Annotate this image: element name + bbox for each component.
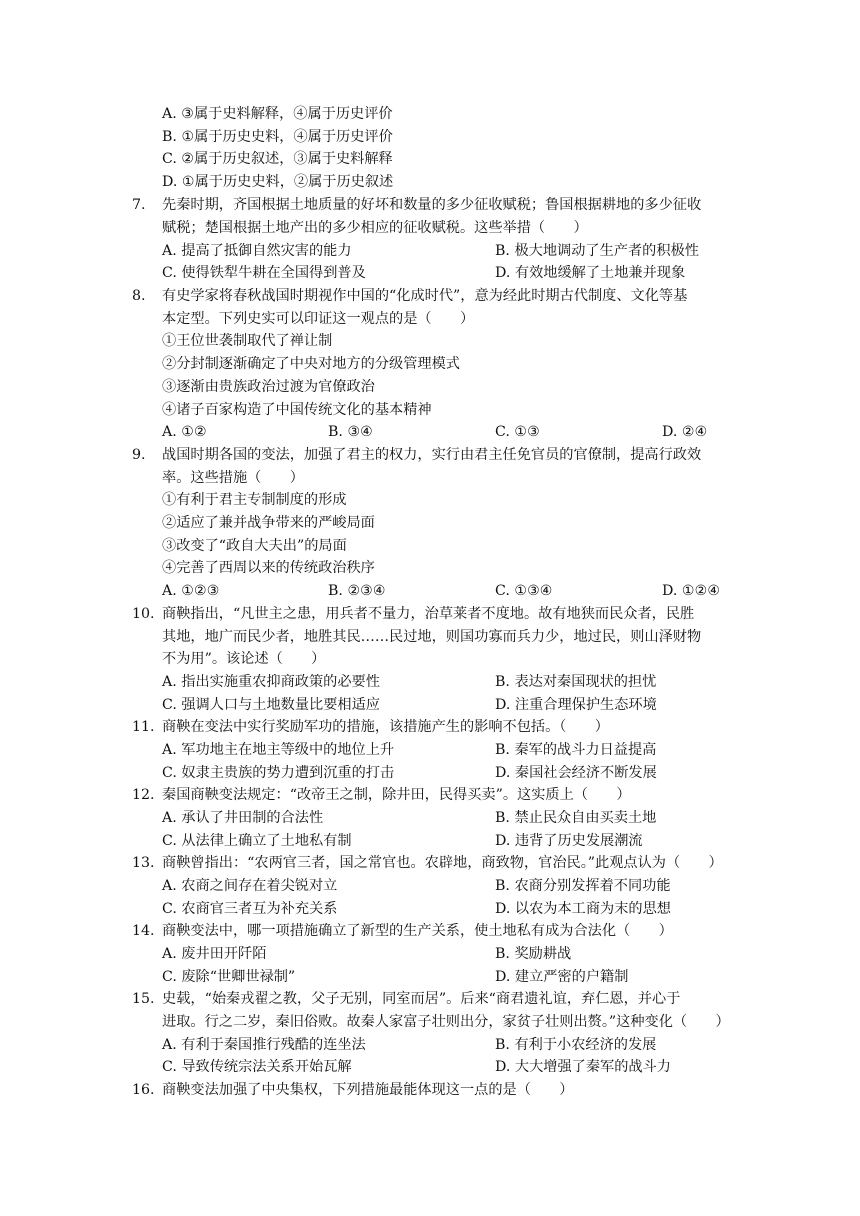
q6-option-b: B. ①属于历史史料，④属于历史评价 bbox=[162, 129, 393, 145]
q12-option-d: D. 违背了历史发展潮流 bbox=[495, 833, 643, 849]
q8-item-4: ④诸子百家构造了中国传统文化的基本精神 bbox=[162, 402, 432, 418]
q9-option-a: A. ①②③ bbox=[162, 583, 220, 599]
q13-option-c: C. 农商官三者互为补充关系 bbox=[162, 901, 338, 917]
q15-option-a: A. 有利于秦国推行残酷的连坐法 bbox=[162, 1037, 366, 1053]
q15-stem-line2: 进取。行之二岁，秦旧俗败。故秦人家富子壮则出分，家贫子壮则出赘。”这种变化（ ） bbox=[162, 1014, 730, 1030]
q8-stem-line2: 本定型。下列史实可以印证这一观点的是（ ） bbox=[162, 311, 475, 327]
q7-number: 7. bbox=[132, 197, 146, 213]
q13-option-d: D. 以农为本工商为末的思想 bbox=[495, 901, 671, 917]
q8-item-3: ③逐渐由贵族政治过渡为官僚政治 bbox=[162, 379, 375, 395]
q11-option-a: A. 军功地主在地主等级中的地位上升 bbox=[162, 742, 395, 758]
q10-stem-line1: 商鞅指出，“凡世主之患，用兵者不量力，治草莱者不度地。故有地狭而民众者，民胜 bbox=[162, 606, 695, 622]
q9-stem-line2: 率。这些措施（ ） bbox=[162, 470, 304, 486]
q7-option-b: B. 极大地调动了生产者的积极性 bbox=[495, 243, 699, 259]
q10-option-d: D. 注重合理保护生态环境 bbox=[495, 697, 657, 713]
q14-option-a: A. 废井田开阡陌 bbox=[162, 946, 267, 962]
q16-number: 16. bbox=[132, 1082, 155, 1098]
q6-option-d: D. ①属于历史史料，②属于历史叙述 bbox=[162, 174, 394, 190]
q11-option-b: B. 秦军的战斗力日益提高 bbox=[495, 742, 657, 758]
q8-option-d: D. ②④ bbox=[662, 424, 708, 440]
q14-number: 14. bbox=[132, 923, 155, 939]
q14-stem: 商鞅变法中，哪一项措施确立了新型的生产关系，使土地私有成为合法化（ ） bbox=[162, 923, 673, 939]
q15-stem-line1: 史载，“始秦戎翟之教，父子无别，同室而居”。后来“商君遗礼谊，弃仁恩，并心于 bbox=[162, 991, 681, 1007]
q9-item-4: ④完善了西周以来的传统政治秩序 bbox=[162, 560, 375, 576]
q10-number: 10. bbox=[132, 606, 155, 622]
q12-stem: 秦国商鞅变法规定：“改帝王之制，除井田，民得买卖”。这实质上（ ） bbox=[162, 787, 631, 803]
q15-option-b: B. 有利于小农经济的发展 bbox=[495, 1037, 657, 1053]
q12-number: 12. bbox=[132, 787, 155, 803]
q13-stem: 商鞅曾指出：“农两官三者，国之常官也。农辟地，商致物，官治民。”此观点认为（ ） bbox=[162, 855, 723, 871]
q16-stem: 商鞅变法加强了中央集权，下列措施最能体现这一点的是（ ） bbox=[162, 1082, 574, 1098]
q7-stem-line1: 先秦时期，齐国根据土地质量的好坏和数量的多少征收赋税；鲁国根据耕地的多少征收 bbox=[162, 197, 702, 213]
q12-option-b: B. 禁止民众自由买卖土地 bbox=[495, 810, 657, 826]
q8-number: 8. bbox=[132, 288, 146, 304]
q9-item-2: ②适应了兼并战争带来的严峻局面 bbox=[162, 515, 375, 531]
q11-number: 11. bbox=[132, 719, 155, 735]
q7-option-a: A. 提高了抵御自然灾害的能力 bbox=[162, 243, 352, 259]
q10-option-b: B. 表达对秦国现状的担忧 bbox=[495, 674, 657, 690]
q15-option-c: C. 导致传统宗法关系开始瓦解 bbox=[162, 1059, 352, 1075]
q15-option-d: D. 大大增强了秦军的战斗力 bbox=[495, 1059, 671, 1075]
q13-option-a: A. 农商之间存在着尖锐对立 bbox=[162, 878, 338, 894]
q8-stem-line1: 有史学家将春秋战国时期视作中国的“化成时代”，意为经此时期古代制度、文化等基 bbox=[162, 288, 688, 304]
q13-option-b: B. 农商分别发挥着不同功能 bbox=[495, 878, 671, 894]
q7-option-d: D. 有效地缓解了土地兼并现象 bbox=[495, 265, 686, 281]
q9-item-3: ③改变了“政自大夫出”的局面 bbox=[162, 538, 347, 554]
q11-option-c: C. 奴隶主贵族的势力遭到沉重的打击 bbox=[162, 765, 395, 781]
q9-option-c: C. ①③④ bbox=[495, 583, 553, 599]
q10-stem-line2: 其地，地广而民少者，地胜其民……民过地，则国功寡而兵力少，地过民，则山泽财物 bbox=[162, 629, 702, 645]
q10-stem-line3: 不为用”。该论述（ ） bbox=[162, 651, 326, 667]
q9-stem-line1: 战国时期各国的变法，加强了君主的权力，实行由君主任免官员的官僚制，提高行政效 bbox=[162, 447, 702, 463]
q14-option-d: D. 建立严密的户籍制 bbox=[495, 969, 629, 985]
q12-option-c: C. 从法律上确立了土地私有制 bbox=[162, 833, 352, 849]
q8-item-2: ②分封制逐渐确定了中央对地方的分级管理模式 bbox=[162, 356, 460, 372]
q11-option-d: D. 秦国社会经济不断发展 bbox=[495, 765, 657, 781]
q10-option-a: A. 指出实施重农抑商政策的必要性 bbox=[162, 674, 380, 690]
q11-stem: 商鞅在变法中实行奖励军功的措施，该措施产生的影响不包括。（ ） bbox=[162, 719, 609, 735]
q13-number: 13. bbox=[132, 855, 155, 871]
q9-option-d: D. ①②④ bbox=[662, 583, 721, 599]
q14-option-c: C. 废除“世卿世禄制” bbox=[162, 969, 296, 985]
q9-item-1: ①有利于君主专制制度的形成 bbox=[162, 492, 347, 508]
q14-option-b: B. 奖励耕战 bbox=[495, 946, 572, 962]
q10-option-c: C. 强调人口与土地数量比要相适应 bbox=[162, 697, 380, 713]
q9-number: 9. bbox=[132, 447, 146, 463]
q7-option-c: C. 使得铁犁牛耕在全国得到普及 bbox=[162, 265, 366, 281]
q8-option-b: B. ③④ bbox=[328, 424, 373, 440]
q8-option-c: C. ①③ bbox=[495, 424, 540, 440]
q8-item-1: ①王位世袭制取代了禅让制 bbox=[162, 333, 333, 349]
q12-option-a: A. 承认了井田制的合法性 bbox=[162, 810, 324, 826]
q8-option-a: A. ①② bbox=[162, 424, 207, 440]
q6-option-c: C. ②属于历史叙述，③属于史料解释 bbox=[162, 151, 393, 167]
q6-option-a: A. ③属于史料解释，④属于历史评价 bbox=[162, 106, 393, 122]
q9-option-b: B. ②③④ bbox=[328, 583, 386, 599]
q15-number: 15. bbox=[132, 991, 155, 1007]
q7-stem-line2: 赋税；楚国根据土地产出的多少相应的征收赋税。这些举措（ ） bbox=[162, 220, 588, 236]
